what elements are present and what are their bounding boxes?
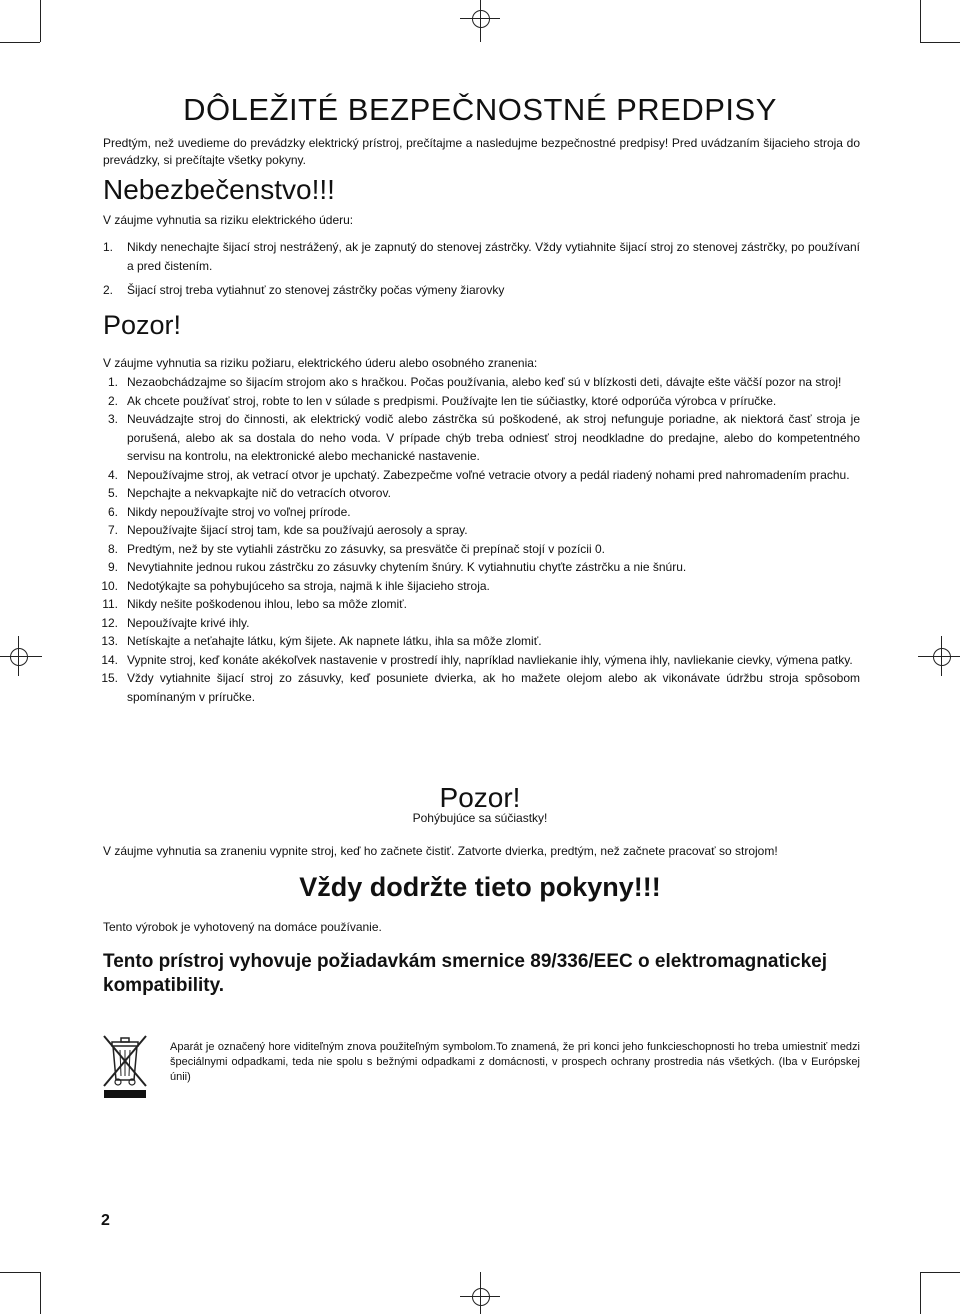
list-item: 14. Vypnite stroj, keď konáte akékoľvek nastavenie v prostredí ihly, napríklad navliekanie ihly, výmena ihly, navliekanie cievky, výmena patky. [101, 652, 853, 667]
list-item: 6. Nikdy nepoužívajte stroj vo voľnej prírode. [107, 504, 351, 519]
caution2-text: V záujme vyhnutia sa zraneniu vypnite stroj, keď ho začnete čistiť. Zatvorte dvierka, predtým, než začnete pracovať so strojom! [103, 844, 778, 858]
list-item: 11. Nikdy nešite poškodenou ihlou, lebo sa môže zlomiť. [102, 597, 407, 611]
list-item: 5. Nepchajte a nekvapkajte nič do vetracích otvorov. [107, 486, 391, 500]
list-item: 8. Predtým, než by ste vytiahli zástrčku zo zásuvky, sa presvätče či prepínač stojí v pozícii 0. [107, 541, 605, 556]
list-item: 2. Šijací stroj treba vytiahnuť zo stenovej zástrčky počas výmeny žiarovky [103, 283, 505, 297]
list-item: 7. Nepoužívajte šijací stroj tam, kde sa používajú aerosoly a spray. [107, 523, 468, 537]
danger-heading: Nebezbečenstvo!!! [103, 174, 335, 205]
list-item: 10. Nedotýkajte sa pohybujúceho sa stroja, najmä k ihle šijacieho stroja. [101, 578, 490, 593]
list-item: 4. Nepoužívajme stroj, ak vetrací otvor je upchatý. Zabezpečme voľné vetracie otvory a pedál riadený nohami pred nahromadením prachu. [107, 467, 850, 482]
page-title: DÔLEŽITÉ BEZPEČNOSTNÉ PREDPISY [183, 92, 777, 127]
caution-lead: V záujme vyhnutia sa riziku požiaru, elektrického úderu alebo osobného zranenia: [103, 356, 538, 370]
list-item: 3. Neuvádzajte stroj do činnosti, ak elektrický vodič alebo zástrčka sú poškodené, ak stroj nefunguje poriadne, ak niektorá časť stroja je porušená, alebo ak sa dostala do neho voda. V prípade chýb treba odniesť stroj neodkladne do predajne, alebo do kompetentného servisu na kontrolu, na elektronické alebo mechanické nastavenie. [107, 412, 860, 463]
danger-list [103, 238, 860, 300]
list-item: 9. Nevytiahnite jednou rukou zástrčku zo zásuvky chytením šnúry. K vytiahnutiu chyťte zástrčku a nie šnúru. [107, 560, 687, 574]
weee-bin-icon [100, 1032, 150, 1098]
caution2-heading: Pozor! [439, 782, 521, 813]
danger-lead: V záujme vyhnutia sa riziku elektrického úderu: [103, 213, 354, 227]
intro-text: Predtým, než uvedieme do prevádzky elektrický prístroj, prečítajme a nasledujme bezpečnostné predpisy! Pred uvádzaním šijacieho stroja do prevádzky, si prečítajte všetky pokyny. [103, 136, 860, 167]
caution2-subtitle: Pohýbujúce sa súčiastky! [412, 811, 548, 825]
list-item: 1. Nikdy nenechajte šijací stroj nestrážený, ak je zapnutý do stenovej zástrčky. Vždy vytiahnite šijací stroj zo stenovej zástrčky, po používaní a pred čistením. [103, 240, 860, 273]
list-item: 2. Ak chcete používať stroj, robte to len v súlade s predpismi. Používajte len tie súčiastky, ktoré odporúča výrobca v príručke. [107, 393, 777, 408]
caution-list [103, 373, 860, 706]
list-item: 1. Nezaobchádzajme so šijacím strojom ako s hračkou. Počas používania, alebo keď sú v blízkosti deti, dávajte ešte väčší pozor na stroj! [107, 375, 842, 389]
list-item: 13. Netískajte a neťahajte látku, kým šijete. Ak napnete látku, ihla sa môže zlomiť. [101, 634, 542, 648]
caution-heading: Pozor! [103, 310, 182, 340]
list-item: 12. Nepoužívajte krivé ihly. [101, 615, 250, 630]
household-text: Tento výrobok je vyhotovený na domáce používanie. [103, 920, 382, 934]
weee-text: Aparát je označený hore viditeľným znova použiteľným symbolom.To znamená, že pri konci jeho funkcieschopnosti ho treba umiestniť medzi špeciálnymi odpadkami, teda nie spolu s bežnými odpadkami z domácnosti, v prospech ochrany prostredia nás všetkých. (Iba v Európskej únii) [170, 1041, 860, 1083]
emc-statement: Tento prístroj vyhovuje požiadavkám smernice 89/336/EEC o elektromagnatickej kompatibility. [103, 951, 828, 996]
page-number: 2 [101, 1212, 110, 1229]
list-item: 15. Vždy vytiahnite šijací stroj zo zásuvky, keď posuniete dvierka, ak ho mažete olejom alebo ak vikonávate údržbu stroja spôsobom spomínaným v príručke. [101, 671, 860, 704]
always-heading: Vždy dodržte tieto pokyny!!! [299, 872, 661, 902]
